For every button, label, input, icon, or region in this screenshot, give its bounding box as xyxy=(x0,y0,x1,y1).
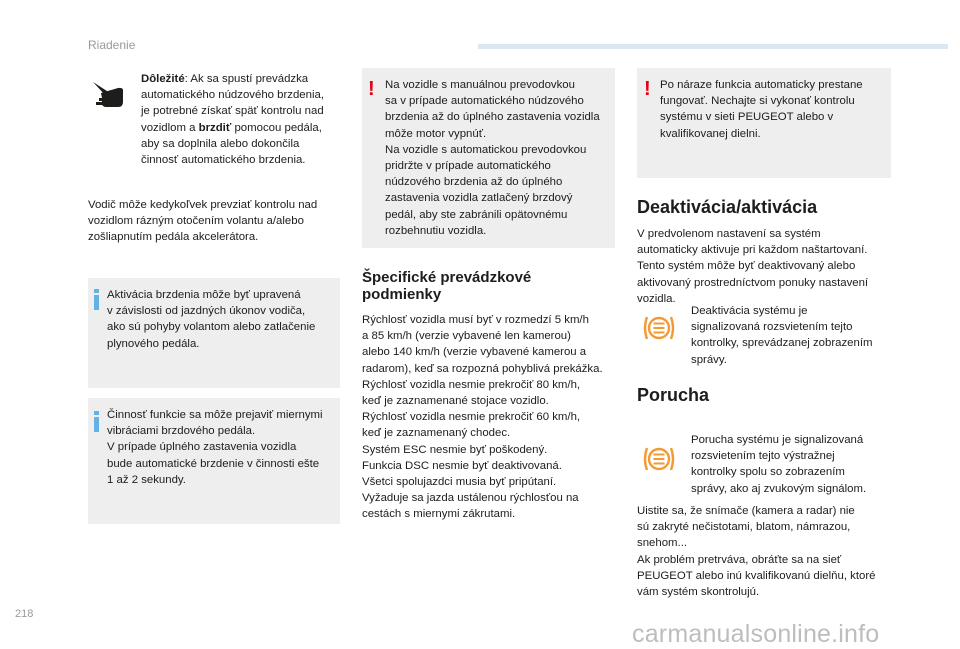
page-number: 218 xyxy=(15,608,34,620)
fault-heading: Porucha xyxy=(637,385,710,405)
header-bar xyxy=(478,44,948,49)
important-note xyxy=(141,71,341,168)
info-text-2: Činnosť funkcie sa môže prejaviť miernymi vibráciami brzdového pedála. V prípade úplného zastavenia vozidla bude automatické brzdenie v činnosti ešte 1 až 2 sekundy. xyxy=(107,409,323,486)
deactivation-text: V predvolenom nastavení sa systém automaticky aktivuje pri každom naštartovaní. Tento systém môže byť deaktivovaný alebo aktivovaný prostredníctvom ponuky nastavení vozidla. xyxy=(637,228,869,305)
driver-control-text: Vodič môže kedykoľvek prevziať kontrolu nad vozidlom rázným otočením volantu a/alebo zošliapnutím pedála akcelerátora. xyxy=(88,199,318,244)
important-text-2: pomocou pedála, aby sa doplnila alebo dokončila činnosť automatického brzdenia. xyxy=(141,121,322,167)
info-icon xyxy=(94,289,99,310)
section-label: Riadenie xyxy=(88,38,136,52)
important-text-1: : Ak sa spustí prevádzka automatického núdzového brzdenia, je potrebné získať späť kontrolu nad vozidlom a xyxy=(141,73,325,134)
warning-icon: ! xyxy=(644,78,651,100)
brake-alert-icon xyxy=(640,313,678,343)
warning-icon: ! xyxy=(368,78,375,100)
deactivation-heading: Deaktivácia/aktivácia xyxy=(637,197,818,217)
important-bold: brzdiť xyxy=(198,121,232,134)
specific-conditions-text: Rýchlosť vozidla musí byť v rozmedzí 5 km/h a 85 km/h (verzie vybavené len kamerou) alebo 140 km/h (verzie vybavené kamerou a radarom), keď sa rozpozná pohyblivá prekážka. Rýchlosť vozidla nesmie prekročiť 80 km/h, keď je zaznamenané stojace vozidlo. Rýchlosť vozidla nesmie prekročiť 60 km/h, keď je zaznamenaný chodec. Systém ESC nesmie byť poškodený. Funkcia DSC nesmie byť deaktivovaná. Všetci spolujazdci musia byť pripútaní. Vyžaduje sa jazda ustálenou rýchlosťou na cestách s miernymi zákrutami. xyxy=(362,314,603,521)
important-icon xyxy=(90,76,128,112)
deactivation-icon-text: Deaktivácia systému je signalizovaná rozsvietením tejto kontrolky, sprevádzanej zobrazením správy. xyxy=(691,305,873,366)
fault-text: Uistite sa, že snímače (kamera a radar) nie sú zakryté nečistotami, blatom, námrazou, snehom... Ak problém pretrváva, obráťte sa na sieť PEUGEOT alebo inú kvalifikovanú dielňu, ktoré vám systém skontrolujú. xyxy=(637,505,876,599)
fault-icon-text: Porucha systému je signalizovaná rozsvietením tejto výstražnej kontrolky spolu so zobrazením správy, ako aj zvukovým signálom. xyxy=(691,434,867,495)
specific-conditions-heading: Špecifické prevádzkové podmienky xyxy=(362,269,532,303)
footer-watermark: carmanualsonline.info xyxy=(632,620,880,648)
brake-alert-icon xyxy=(640,444,678,474)
important-label: Dôležité xyxy=(141,73,185,85)
info-icon xyxy=(94,411,99,432)
warning-text-2: Po náraze funkcia automaticky prestane fungovať. Nechajte si vykonať kontrolu systému v sieti PEUGEOT alebo v kvalifikovanej dielni. xyxy=(660,79,863,140)
info-text-1: Aktivácia brzdenia môže byť upravená v závislosti od jazdných úkonov vodiča, ako sú pohyby volantom alebo zatlačenie plynového pedála. xyxy=(107,289,316,350)
warning-text-1: Na vozidle s manuálnou prevodovkou sa v prípade automatického núdzového brzdenia až do úplného zastavenia vozidla môže motor vypnúť. Na vozidle s automatickou prevodovkou pridržte v prípade automatického núdzového brzdenia až do úplného zastavenia vozidla zatlačený brzdový pedál, aby ste zabránili opätovnému rozbehnutiu vozidla. xyxy=(385,79,600,237)
